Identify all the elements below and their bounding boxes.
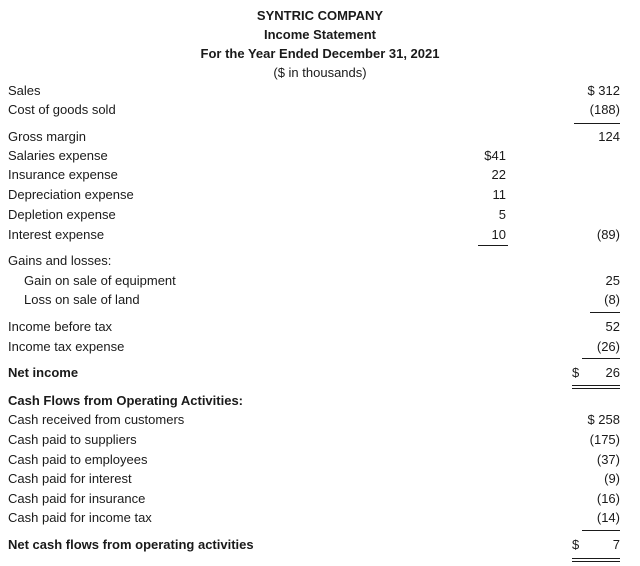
- statement-units: ($ in thousands): [273, 65, 367, 80]
- row-label: Sales: [8, 83, 41, 98]
- row-label: Cash paid to suppliers: [8, 432, 137, 447]
- row-label: Cash paid to employees: [8, 452, 148, 467]
- row-value: 52: [605, 319, 620, 334]
- row-value: 11: [492, 187, 506, 202]
- row-income-tax: [0, 339, 640, 357]
- statement-title: Income Statement: [264, 27, 376, 42]
- row-label: Insurance expense: [8, 167, 118, 182]
- statement-period: For the Year Ended December 31, 2021: [200, 46, 440, 61]
- row-label: Gain on sale of equipment: [24, 273, 176, 288]
- row-value: $41: [484, 148, 506, 163]
- row-label: Depletion expense: [8, 207, 116, 222]
- row-cash-income-tax: [0, 510, 640, 528]
- row-label: Loss on sale of land: [24, 292, 140, 307]
- row-cashflows-title: [0, 393, 640, 411]
- row-gain-equipment: [0, 273, 640, 291]
- row-label: Depreciation expense: [8, 187, 134, 202]
- row-currency: $: [572, 365, 580, 380]
- subtotal-rule: [574, 123, 620, 124]
- row-label: Cash paid for income tax: [8, 510, 152, 525]
- row-total: (89): [596, 227, 620, 242]
- row-gross-margin: [0, 129, 640, 147]
- row-value: (188): [589, 102, 620, 117]
- row-value: 22: [491, 167, 506, 182]
- double-rule: [572, 388, 620, 389]
- row-value: (14): [596, 510, 620, 525]
- row-depreciation: [0, 187, 640, 205]
- row-label: Gains and losses:: [8, 253, 112, 268]
- row-loss-land: [0, 292, 640, 310]
- row-cash-suppliers: [0, 432, 640, 450]
- row-salaries: [0, 148, 640, 166]
- subtotal-rule: [590, 312, 620, 313]
- row-label: Salaries expense: [8, 148, 108, 163]
- row-label: Cash received from customers: [8, 412, 185, 427]
- double-rule: [572, 561, 620, 562]
- row-depletion: [0, 207, 640, 225]
- row-value: 26: [605, 365, 620, 380]
- row-value: 10: [491, 227, 506, 242]
- row-value: 124: [598, 129, 620, 144]
- row-cash-employees: [0, 452, 640, 470]
- row-net-cash-flows: [0, 537, 640, 555]
- row-value: 5: [498, 207, 506, 222]
- row-cash-customers: [0, 412, 640, 430]
- subtotal-rule: [582, 358, 620, 359]
- row-value: 7: [612, 537, 620, 552]
- row-insurance: [0, 167, 640, 185]
- row-value: $ 258: [587, 412, 620, 427]
- row-label: Income tax expense: [8, 339, 125, 354]
- double-rule: [572, 558, 620, 559]
- row-label: Net cash flows from operating activities: [8, 537, 254, 552]
- row-net-income: [0, 365, 640, 383]
- section-title: Cash Flows from Operating Activities:: [8, 393, 244, 408]
- row-cogs: [0, 102, 640, 120]
- row-label: Cost of goods sold: [8, 102, 116, 117]
- row-label: Cash paid for interest: [8, 471, 132, 486]
- row-gains-losses: [0, 253, 640, 271]
- row-interest: [0, 227, 640, 245]
- row-sales: [0, 83, 640, 101]
- company-name: SYNTRIC COMPANY: [256, 8, 384, 23]
- double-rule: [572, 385, 620, 386]
- row-value: $ 312: [587, 83, 620, 98]
- row-currency: $: [572, 537, 580, 552]
- row-value: (8): [604, 292, 620, 307]
- row-value: (26): [596, 339, 620, 354]
- row-label: Interest expense: [8, 227, 105, 242]
- row-value: (37): [596, 452, 620, 467]
- row-value: (9): [604, 471, 620, 486]
- row-value: 25: [605, 273, 620, 288]
- row-cash-insurance: [0, 491, 640, 509]
- row-label: Cash paid for insurance: [8, 491, 146, 506]
- subtotal-rule: [478, 245, 508, 246]
- subtotal-rule: [582, 530, 620, 531]
- row-cash-interest: [0, 471, 640, 489]
- row-value: (16): [596, 491, 620, 506]
- row-label: Income before tax: [8, 319, 113, 334]
- row-label: Gross margin: [8, 129, 87, 144]
- row-value: (175): [589, 432, 620, 447]
- row-income-before-tax: [0, 319, 640, 337]
- row-label: Net income: [8, 365, 79, 380]
